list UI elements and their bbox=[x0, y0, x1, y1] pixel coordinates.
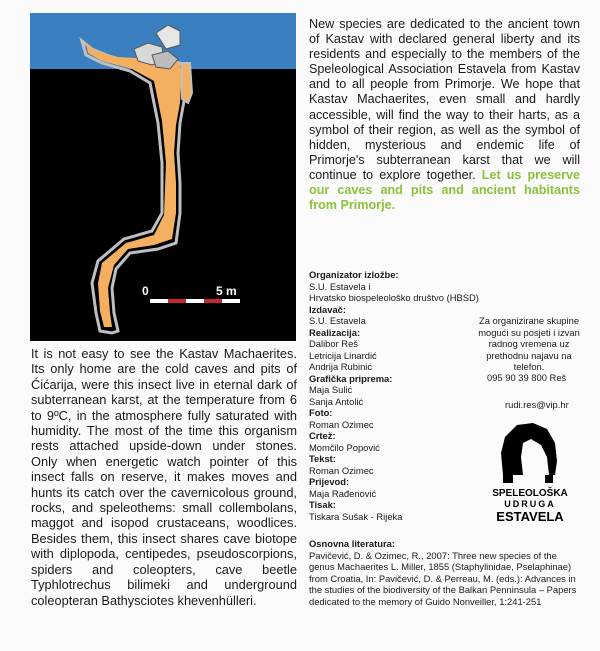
cave-map bbox=[30, 13, 296, 341]
references-block bbox=[309, 538, 584, 607]
estavela-logo bbox=[483, 417, 577, 527]
logo-line-2: UDRUGA bbox=[504, 499, 556, 509]
cave-profile-figure bbox=[30, 13, 296, 341]
phone-number: 095 90 39 800 Reš bbox=[487, 372, 567, 383]
references-text: Pavičević, D. & Ozimec, R., 2007: Three new species of the genus Machaerites L. Miller, 1855 (Staphylinidae, Pselaphinae) from Croatia, In: Pavičević, D. & Perreau, M. (eds.): Advances in the studies of the biodiversity of the Balkan Penninsula – Papers dedicated to the memory of Guido Nonveiller, 1:241-251 bbox=[309, 549, 577, 607]
species-description: It is not easy to see the Kastav Machaerites. Its only home are the cold caves and pits of Ćićarija, were this insect live in eternal dark of subterranean karst, at the temperature from 6 to 9ºC, in the atmosphere fully saturated with humidity. The most of the time this organism rests attached upside-down under stones. Only when energetic watch pointer of this insect falls on reserve, it makes moves and hunts its catch over the cavernicolous ground, rocks, and speleothems: small collembolans, maggot and isopod crustaceans, woodlices. Besides them, this insect shares cave biotope with diplopoda, centipedes, pseudoscorpions, spiders and coleopters, cave beetle Typhlotrechus bilimeki and underground coleopteran Bathysciotes khevenhülleri. bbox=[31, 346, 297, 608]
logo-line-1: SPELEOLOŠKA bbox=[492, 488, 568, 499]
scale-end-label: 5 m bbox=[216, 284, 237, 298]
design-2: Sanja Antolić bbox=[309, 395, 364, 407]
photo: Roman Ozimec bbox=[309, 418, 374, 430]
credits-block bbox=[309, 269, 479, 522]
logo-silhouette bbox=[501, 423, 557, 475]
logo-graphic bbox=[483, 417, 577, 527]
side-passage bbox=[182, 63, 192, 103]
logo-right-leg bbox=[545, 475, 553, 483]
realization-2: Letricija Linardić bbox=[309, 349, 377, 361]
references-label: Osnovna literatura: bbox=[309, 538, 395, 549]
dedication-paragraph bbox=[309, 17, 580, 213]
text-label: Tekst: bbox=[309, 453, 336, 464]
visit-info: Za organizirane skupine mogući su posjeti i izvan radnog vremena uz prethodnu najavu na telefon. bbox=[478, 315, 580, 372]
organizer-label: Organizator izložbe: bbox=[309, 269, 399, 280]
translation-label: Prijevod: bbox=[309, 476, 350, 487]
print-label: Tisak: bbox=[309, 499, 336, 510]
publisher-label: Izdavač: bbox=[309, 303, 346, 315]
drawing-label: Crtež: bbox=[309, 430, 336, 441]
photo-label: Foto: bbox=[309, 407, 333, 418]
design-1: Maja Sulić bbox=[309, 384, 353, 395]
cave-chamber bbox=[86, 43, 182, 327]
logo-line-3: ESTAVELA bbox=[496, 509, 564, 524]
text-author: Roman Ozimec bbox=[309, 464, 374, 476]
print: Tiskara Sušak - Rijeka bbox=[309, 510, 403, 522]
organizer-1: S.U. Estavela i bbox=[309, 280, 371, 292]
drawing: Momčilo Popović bbox=[309, 441, 380, 453]
realization-label: Realizacija: bbox=[309, 326, 361, 338]
translation: Maja Rađenović bbox=[309, 487, 377, 499]
publisher: S.U. Estavela bbox=[309, 315, 366, 326]
scale-bar bbox=[142, 284, 240, 303]
dedication-text: New species are dedicated to the ancient town of Kastav with declared general liberty and its residents and especially to the members of the Speleological Association Estavela from Kastav and to all people from Primorje. We hope that Kastav Machaerites, even small and hardly accessible, will find the way to their harts, as a symbol of their region, as well as the symbol of hidden, mysterious and endemic life of Primorje's subterranean karst that we will continue to explore together. bbox=[309, 17, 580, 182]
organizer-2: Hrvatsko biospeleološko društvo (HBSD) bbox=[309, 292, 479, 303]
logo-left-leg bbox=[503, 475, 513, 483]
realization-1: Dalibor Reš bbox=[309, 338, 358, 349]
scale-start-label: 0 bbox=[142, 284, 149, 298]
realization-3: Andrija Rubinić bbox=[309, 361, 373, 372]
email-address: rudi.res@vip.hr bbox=[505, 399, 569, 410]
dedication-highlight: Let us preserve our caves and pits and ancient habitants from Primorje. bbox=[309, 167, 581, 213]
design-label: Grafička priprema: bbox=[309, 372, 393, 384]
